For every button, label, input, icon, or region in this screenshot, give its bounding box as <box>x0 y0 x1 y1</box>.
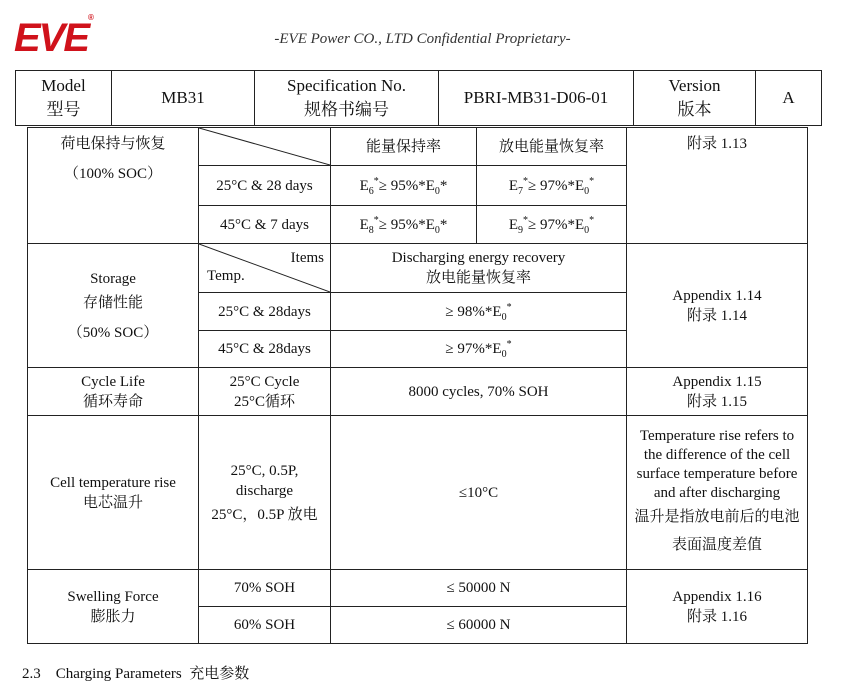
cycle-title: Cycle Life 循环寿命 <box>28 368 199 416</box>
storage-ref: Appendix 1.14 附录 1.14 <box>627 244 808 368</box>
temprise-title: Cell temperature rise 电芯温升 <box>28 416 199 570</box>
storage-cond: 45°C & 28days <box>199 331 331 368</box>
confidential-header: -EVE Power CO., LTD Confidential Proprietary- <box>274 31 571 47</box>
storage-value: ≥ $97\%*E_0^*$ <box>331 331 627 368</box>
retention-cond: 25°C & 28 days <box>199 166 331 206</box>
retention-ref: 附录 1.13 <box>627 128 808 244</box>
spec-value: PBRI-MB31-D06-01 <box>439 71 634 126</box>
version-value: A <box>756 71 822 126</box>
swelling-cond: 70% SOH <box>199 570 331 607</box>
swelling-value: ≤ 50000 N <box>331 570 627 607</box>
diagonal-header-cell: Items Temp. <box>199 244 331 293</box>
spec-label: Specification No. 规格书编号 <box>255 71 439 126</box>
retention-value: $E_8^*\ge 95\%*E_0*$ <box>331 206 477 244</box>
temprise-cond: 25°C, 0.5P, discharge 25°C，0.5P 放电 <box>199 416 331 570</box>
swelling-value: ≤ 60000 N <box>331 607 627 644</box>
retention-col2: 放电能量恢复率 <box>477 128 627 166</box>
section-heading: 2.3 Charging Parameters 充电参数 <box>22 666 250 682</box>
storage-title: Storage 存储性能 （50% SOC） <box>28 244 199 368</box>
performance-table <box>27 127 808 644</box>
recovery-value: $E_9^*\ge 97\%*E_0^*$ <box>477 206 627 244</box>
temprise-value: ≤10°C <box>331 416 627 570</box>
storage-cond: 25°C & 28days <box>199 293 331 331</box>
swelling-ref: Appendix 1.16 附录 1.16 <box>627 570 808 644</box>
retention-col1: 能量保持率 <box>331 128 477 166</box>
cycle-cond: 25°C Cycle 25°C循环 <box>199 368 331 416</box>
temprise-note: Temperature rise refers to the difference of the cell surface temperature before and after discharging 温升是指放电前后的电池表面温度差值 <box>627 416 808 570</box>
recovery-value: $E_7^*\ge 97\%*E_0^*$ <box>477 166 627 206</box>
retention-cond: 45°C & 7 days <box>199 206 331 244</box>
version-label: Version 版本 <box>634 71 756 126</box>
diagonal-header-cell <box>199 128 331 166</box>
swelling-cond: 60% SOH <box>199 607 331 644</box>
cycle-value: 8000 cycles, 70% SOH <box>331 368 627 416</box>
retention-title: 荷电保持与恢复 （100% SOC） <box>28 128 199 244</box>
swelling-title: Swelling Force 膨胀力 <box>28 570 199 644</box>
document-info-table <box>15 70 822 126</box>
storage-col-header: Discharging energy recovery 放电能量恢复率 <box>331 244 627 293</box>
storage-value: ≥ $98\%*E_0^*$ <box>331 293 627 331</box>
retention-value: $E_6^*\ge 95\%*E_0*$ <box>331 166 477 206</box>
model-value: MB31 <box>112 71 255 126</box>
eve-logo: EVE® <box>14 13 92 60</box>
model-label: Model 型号 <box>16 71 112 126</box>
cycle-ref: Appendix 1.15 附录 1.15 <box>627 368 808 416</box>
